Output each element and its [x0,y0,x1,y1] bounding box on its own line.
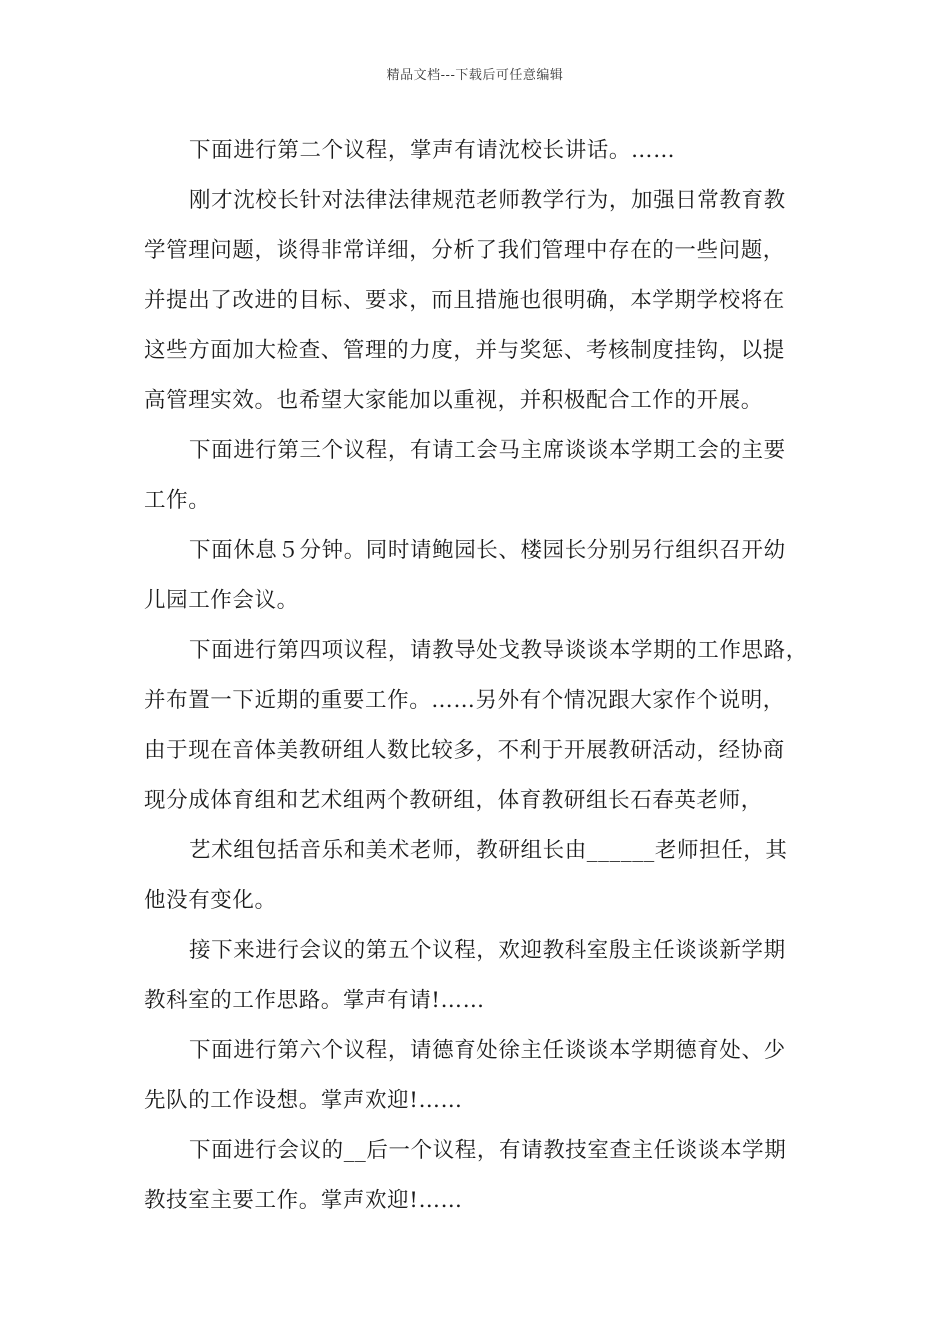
text-line: 艺术组包括音乐和美术老师，教研组长由______老师担任，其 [189,838,788,863]
text-line: 并布置一下近期的重要工作。……另外有个情况跟大家作个说明， [144,688,785,713]
text-line: 工作。 [144,488,211,513]
text-line: 他没有变化。 [144,888,277,913]
text-line: 教技室主要工作。掌声欢迎!…… [144,1188,463,1213]
text-line: 下面进行第六个议程，请德育处徐主任谈谈本学期德育处、少 [189,1038,786,1063]
text-line: 现分成体育组和艺术组两个教研组，体育教研组长石春英老师， [144,788,763,813]
text-line: 这些方面加大检查、管理的力度，并与奖惩、考核制度挂钩，以提 [144,338,785,363]
text-line: 先队的工作设想。掌声欢迎!…… [144,1088,463,1113]
text-line: 接下来进行会议的第五个议程，欢迎教科室殷主任谈谈新学期 [189,938,786,963]
text-line: 教科室的工作思路。掌声有请!…… [144,988,485,1013]
text-line: 儿园工作会议。 [144,588,299,613]
text-line: 下面进行第二个议程，掌声有请沈校长讲话。…… [189,138,676,163]
text-line: 下面进行第四项议程，请教导处戈教导谈谈本学期的工作思路， [189,638,808,663]
text-line: 下面进行第三个议程，有请工会马主席谈谈本学期工会的主要 [189,438,786,463]
text-line: 下面休息５分钟。同时请鲍园长、楼园长分别另行组织召开幼 [189,538,786,563]
text-line: 学管理问题，谈得非常详细，分析了我们管理中存在的一些问题， [144,238,785,263]
text-line: 下面进行会议的__后一个议程，有请教技室查主任谈谈本学期 [189,1138,787,1163]
document-body [144,126,820,1226]
text-line: 刚才沈校长针对法律法律规范老师教学行为，加强日常教育教 [189,188,786,213]
text-line: 并提出了改进的目标、要求，而且措施也很明确，本学期学校将在 [144,288,785,313]
text-line: 高管理实效。也希望大家能加以重视，并积极配合工作的开展。 [144,388,763,413]
text-line: 由于现在音体美教研组人数比较多，不利于开展教研活动，经协商 [144,738,785,763]
page-header: 精品文档---下载后可任意编辑 [386,68,564,83]
